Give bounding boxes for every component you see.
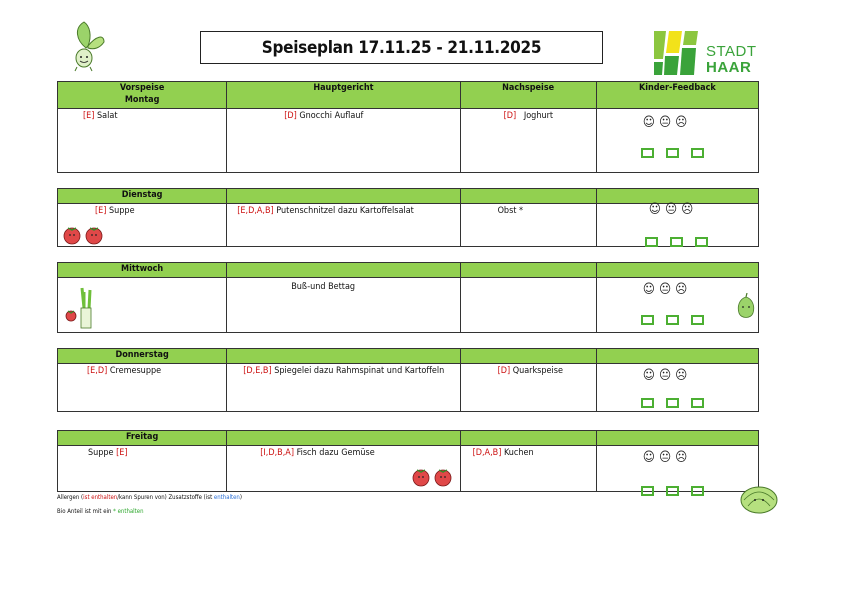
header-blank xyxy=(227,263,460,278)
logo-line2: HAAR xyxy=(706,59,752,76)
allergen-code: [I,D,B,A] xyxy=(260,448,294,458)
bio-note xyxy=(57,508,144,515)
header-blank xyxy=(227,349,460,364)
happy-face-icon[interactable]: ☺ xyxy=(642,115,659,130)
allergen-code: [D] xyxy=(497,366,511,376)
header-blank xyxy=(460,431,596,446)
feedback-checkbox[interactable] xyxy=(666,148,679,158)
dish-text: Kuchen xyxy=(503,448,534,458)
note-text: Allergen ( xyxy=(57,494,84,501)
freitag-nachspeise xyxy=(460,446,596,492)
feedback-checkbox[interactable] xyxy=(691,398,704,408)
allergen-code: [D,A,B] xyxy=(472,448,502,458)
freitag-feedback xyxy=(596,446,758,492)
feedback-checkbox[interactable] xyxy=(670,237,683,247)
montag-feedback xyxy=(596,109,758,173)
note-text: Bio Anteil ist mit ein xyxy=(57,508,114,515)
header-blank xyxy=(596,349,758,364)
feedback-checkbox[interactable] xyxy=(641,486,654,496)
stadt-haar-logo-icon xyxy=(652,29,700,77)
neutral-face-icon[interactable]: 😐 xyxy=(658,115,676,130)
day-name-montag: Montag xyxy=(124,95,160,105)
feedback-checkbox[interactable] xyxy=(666,398,679,408)
feedback-checkbox[interactable] xyxy=(666,315,679,325)
dish-text: Putenschnitzel dazu Kartoffelsalat xyxy=(276,206,414,216)
donnerstag-feedback xyxy=(596,364,758,412)
header-vorspeise xyxy=(58,82,227,109)
neutral-face-icon[interactable]: 😐 xyxy=(664,202,682,217)
note-text-green: * enthalten xyxy=(113,508,144,515)
leek-doodle-icon xyxy=(62,282,100,330)
neutral-face-icon[interactable]: 😐 xyxy=(658,450,676,465)
feedback-checkbox[interactable] xyxy=(691,148,704,158)
cabbage-doodle-icon xyxy=(738,480,780,516)
dish-text: Spiegelei dazu Rahmspinat und Kartoffeln xyxy=(274,366,445,376)
vegetable-doodle-icon xyxy=(66,18,108,72)
feedback-checkbox[interactable] xyxy=(666,486,679,496)
happy-face-icon[interactable]: ☺ xyxy=(648,202,665,217)
allergen-code: [D,E,B] xyxy=(243,366,272,376)
feedback-checkbox[interactable] xyxy=(691,315,704,325)
mittwoch-feedback xyxy=(596,278,758,333)
header-nachspeise: Nachspeise xyxy=(460,82,596,109)
dish-text: Salat xyxy=(97,111,118,121)
allergen-code: [E,D] xyxy=(87,366,108,376)
allergen-code: [E] xyxy=(95,206,107,216)
feedback-checkbox[interactable] xyxy=(695,237,708,247)
day-table-dienstag xyxy=(57,188,759,247)
tomato-doodle-icon xyxy=(410,466,456,488)
header-hauptgericht: Hauptgericht xyxy=(227,82,460,109)
feedback-checkbox[interactable] xyxy=(641,398,654,408)
page-title: Speiseplan 17.11.25 - 21.11.2025 xyxy=(200,31,603,64)
day-table-montag xyxy=(57,81,759,173)
happy-face-icon[interactable]: ☺ xyxy=(642,450,659,465)
dish-text: Gnocchi Auflauf xyxy=(299,111,364,121)
dish-text: Fisch dazu Gemüse xyxy=(296,448,375,458)
day-name-dienstag: Dienstag xyxy=(58,189,227,204)
montag-hauptgericht xyxy=(227,109,460,173)
freitag-hauptgericht xyxy=(227,446,460,492)
day-name-donnerstag: Donnerstag xyxy=(58,349,227,364)
happy-face-icon[interactable]: ☺ xyxy=(642,282,659,297)
neutral-face-icon[interactable]: 😐 xyxy=(658,368,676,383)
dish-text: Joghurt xyxy=(523,111,554,121)
tomato-doodle-icon xyxy=(61,224,107,246)
day-table-mittwoch xyxy=(57,262,759,333)
allergen-note xyxy=(57,494,242,501)
dish-text: Suppe xyxy=(109,206,135,216)
neutral-face-icon[interactable]: 😐 xyxy=(658,282,676,297)
feedback-checkbox[interactable] xyxy=(691,486,704,496)
sad-face-icon[interactable]: ☹ xyxy=(675,368,692,383)
day-table-donnerstag xyxy=(57,348,759,412)
dienstag-hauptgericht xyxy=(227,204,460,247)
logo-line1: STADT xyxy=(706,43,757,60)
pepper-doodle-icon xyxy=(735,293,757,321)
note-text-blue: enthalten xyxy=(213,494,240,501)
day-name-freitag: Freitag xyxy=(58,431,227,446)
montag-vorspeise xyxy=(58,109,227,173)
donnerstag-vorspeise xyxy=(58,364,227,412)
sad-face-icon[interactable]: ☹ xyxy=(681,202,698,217)
feedback-checkbox[interactable] xyxy=(645,237,658,247)
header-blank xyxy=(460,349,596,364)
montag-nachspeise xyxy=(460,109,596,173)
dish-text: Obst * xyxy=(497,206,524,216)
dienstag-vorspeise xyxy=(58,204,227,247)
donnerstag-nachspeise xyxy=(460,364,596,412)
dish-text: Quarkspeise xyxy=(512,366,563,376)
dish-text: Cremesuppe xyxy=(109,366,162,376)
stadt-haar-logo xyxy=(652,29,762,79)
sad-face-icon[interactable]: ☹ xyxy=(675,282,692,297)
feedback-checkbox[interactable] xyxy=(641,315,654,325)
header-vorspeise-label: Vorspeise xyxy=(119,83,165,93)
mittwoch-vorspeise xyxy=(58,278,227,333)
header-kinder-feedback: Kinder-Feedback xyxy=(596,82,758,109)
dienstag-nachspeise xyxy=(460,204,596,247)
note-text-red: ist enthalten xyxy=(83,494,118,501)
mittwoch-hauptgericht xyxy=(227,278,460,333)
dish-text: Suppe xyxy=(88,448,114,458)
header-blank xyxy=(460,263,596,278)
happy-face-icon[interactable]: ☺ xyxy=(642,368,659,383)
header-blank xyxy=(227,189,460,204)
dienstag-feedback xyxy=(596,204,758,247)
allergen-code: [E,D,A,B] xyxy=(237,206,274,216)
allergen-code: [E] xyxy=(83,111,95,121)
header-blank xyxy=(460,189,596,204)
feedback-checkbox[interactable] xyxy=(641,148,654,158)
sad-face-icon[interactable]: ☹ xyxy=(675,450,692,465)
donnerstag-hauptgericht xyxy=(227,364,460,412)
allergen-code: [D] xyxy=(284,111,297,121)
allergen-code: [E] xyxy=(116,448,128,458)
note-text: /kann Spuren von) Zusatzstoffe (ist xyxy=(117,494,214,501)
day-table-freitag xyxy=(57,430,759,492)
header-blank xyxy=(227,431,460,446)
dish-text: Buß-und Bettag xyxy=(291,282,356,292)
header-blank xyxy=(596,431,758,446)
note-text: ) xyxy=(239,494,242,501)
day-name-mittwoch: Mittwoch xyxy=(58,263,227,278)
mittwoch-nachspeise xyxy=(460,278,596,333)
header-blank xyxy=(596,263,758,278)
freitag-vorspeise xyxy=(58,446,227,492)
allergen-code: [D] xyxy=(503,111,517,121)
sad-face-icon[interactable]: ☹ xyxy=(675,115,692,130)
